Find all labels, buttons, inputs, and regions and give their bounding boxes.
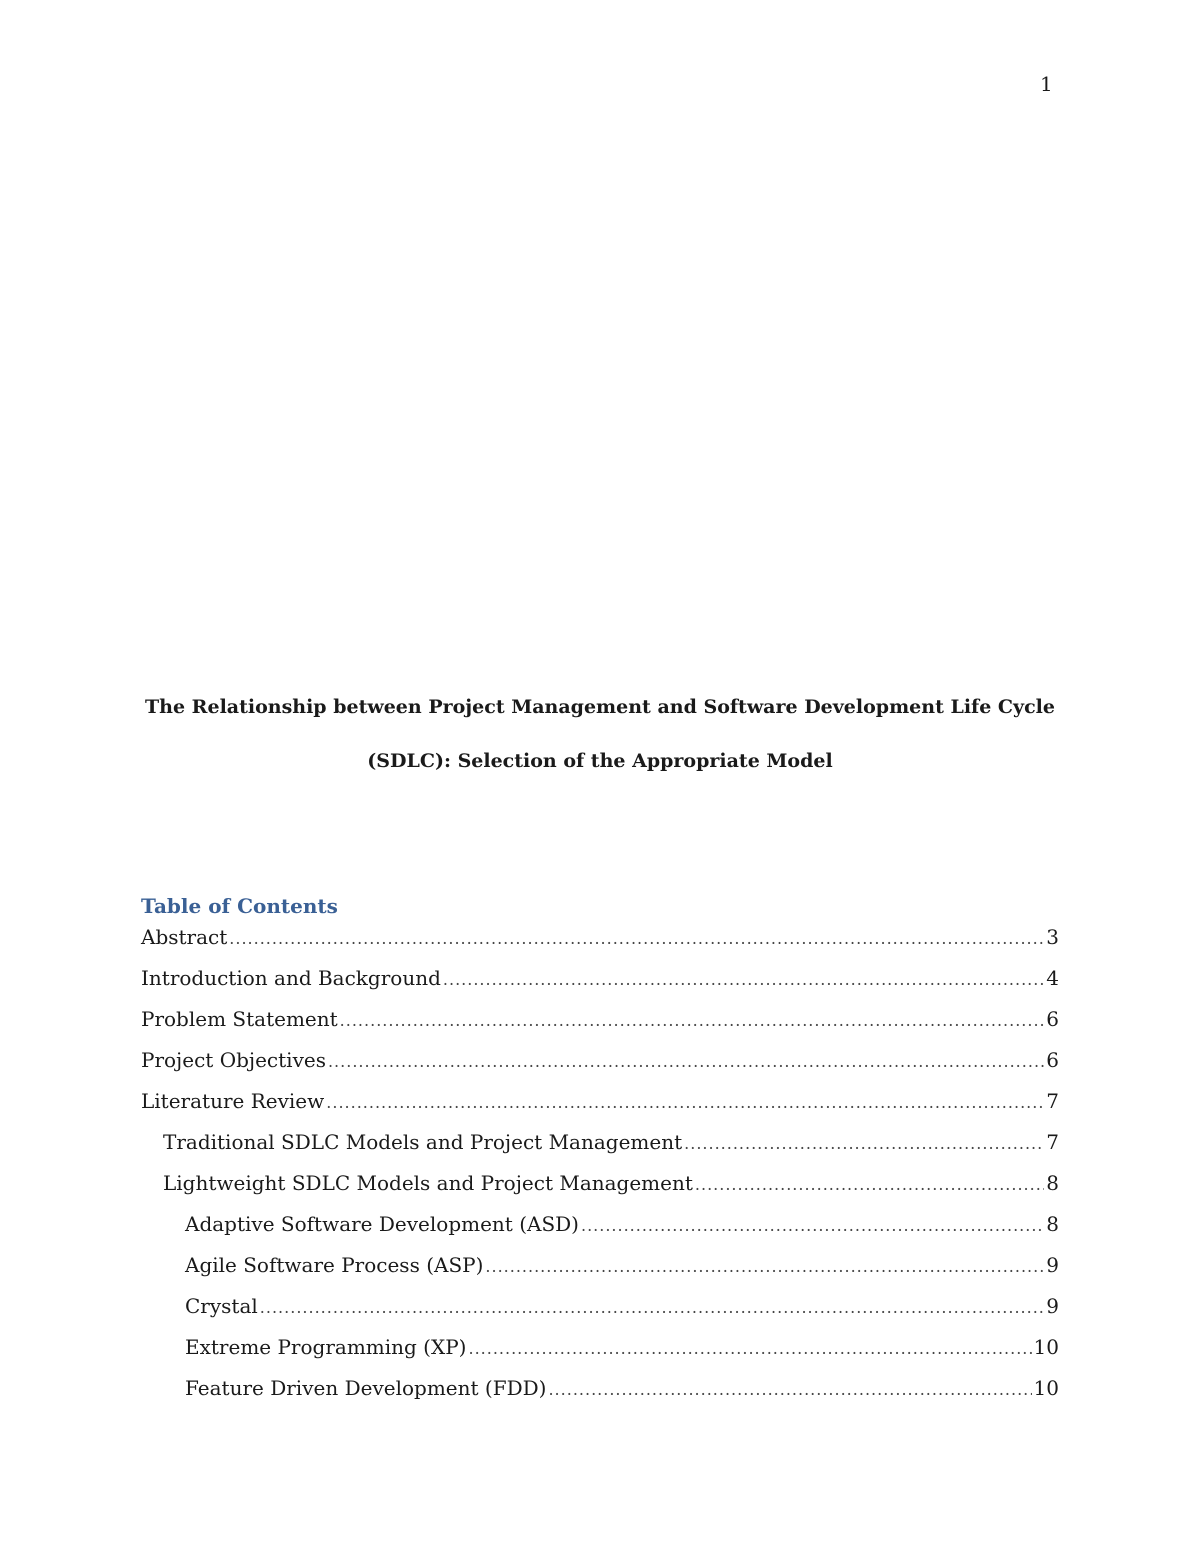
- toc-entry-page: 8: [1046, 1212, 1059, 1236]
- toc-entry-label: Traditional SDLC Models and Project Management: [163, 1130, 683, 1154]
- page-number: 1: [1040, 72, 1053, 96]
- toc-leader-dots: [548, 1375, 1031, 1405]
- toc-leader-dots: [326, 1088, 1044, 1118]
- toc-leader-dots: [485, 1252, 1044, 1282]
- toc-entry[interactable]: [141, 1127, 1059, 1168]
- toc-leader-dots: [443, 965, 1044, 995]
- toc-entry-label: Project Objectives: [141, 1048, 326, 1072]
- toc-leader-dots: [328, 1047, 1044, 1077]
- toc-list: [141, 922, 1059, 1414]
- toc-leader-dots: [695, 1170, 1044, 1200]
- toc-entry[interactable]: [141, 963, 1059, 1004]
- toc-entry[interactable]: [141, 1291, 1059, 1332]
- toc-leader-dots: [340, 1006, 1045, 1036]
- toc-entry[interactable]: [141, 1004, 1059, 1045]
- toc-entry-page: 9: [1046, 1253, 1059, 1277]
- toc-entry-page: 3: [1046, 925, 1059, 949]
- toc-entry-page: 10: [1033, 1376, 1059, 1400]
- toc-entry[interactable]: [141, 1332, 1059, 1373]
- toc-entry-page: 6: [1046, 1007, 1059, 1031]
- toc-entry[interactable]: [141, 922, 1059, 963]
- toc-entry-label: Crystal: [185, 1294, 258, 1318]
- toc-entry-label: Agile Software Process (ASP): [185, 1253, 484, 1277]
- toc-entry-page: 4: [1046, 966, 1059, 990]
- toc-entry-label: Abstract: [141, 925, 228, 949]
- toc-entry-label: Feature Driven Development (FDD): [185, 1376, 547, 1400]
- toc-entry-label: Problem Statement: [141, 1007, 338, 1031]
- toc-leader-dots: [229, 924, 1044, 954]
- toc-heading: Table of Contents: [141, 894, 338, 918]
- toc-leader-dots: [260, 1293, 1044, 1323]
- toc-entry-label: Lightweight SDLC Models and Project Management: [163, 1171, 693, 1195]
- toc-entry-page: 6: [1046, 1048, 1059, 1072]
- toc-leader-dots: [581, 1211, 1044, 1241]
- toc-entry[interactable]: [141, 1250, 1059, 1291]
- toc-entry-label: Introduction and Background: [141, 966, 441, 990]
- toc-entry[interactable]: [141, 1209, 1059, 1250]
- toc-entry-page: 9: [1046, 1294, 1059, 1318]
- title-line-2: (SDLC): Selection of the Appropriate Model: [367, 750, 833, 772]
- toc-entry-label: Literature Review: [141, 1089, 325, 1113]
- toc-entry-label: Adaptive Software Development (ASD): [185, 1212, 579, 1236]
- toc-entry[interactable]: [141, 1168, 1059, 1209]
- document-title: [140, 680, 1060, 788]
- toc-entry-label: Extreme Programming (XP): [185, 1335, 467, 1359]
- toc-leader-dots: [468, 1334, 1031, 1364]
- toc-entry-page: 8: [1046, 1171, 1059, 1195]
- title-line-1: The Relationship between Project Management and Software Development Life Cycle: [145, 696, 1055, 718]
- toc-entry-page: 7: [1046, 1089, 1059, 1113]
- table-of-contents: [141, 892, 1059, 1414]
- toc-entry[interactable]: [141, 1045, 1059, 1086]
- toc-entry[interactable]: [141, 1086, 1059, 1127]
- toc-entry-page: 7: [1046, 1130, 1059, 1154]
- toc-leader-dots: [684, 1129, 1044, 1159]
- toc-entry[interactable]: [141, 1373, 1059, 1414]
- toc-entry-page: 10: [1033, 1335, 1059, 1359]
